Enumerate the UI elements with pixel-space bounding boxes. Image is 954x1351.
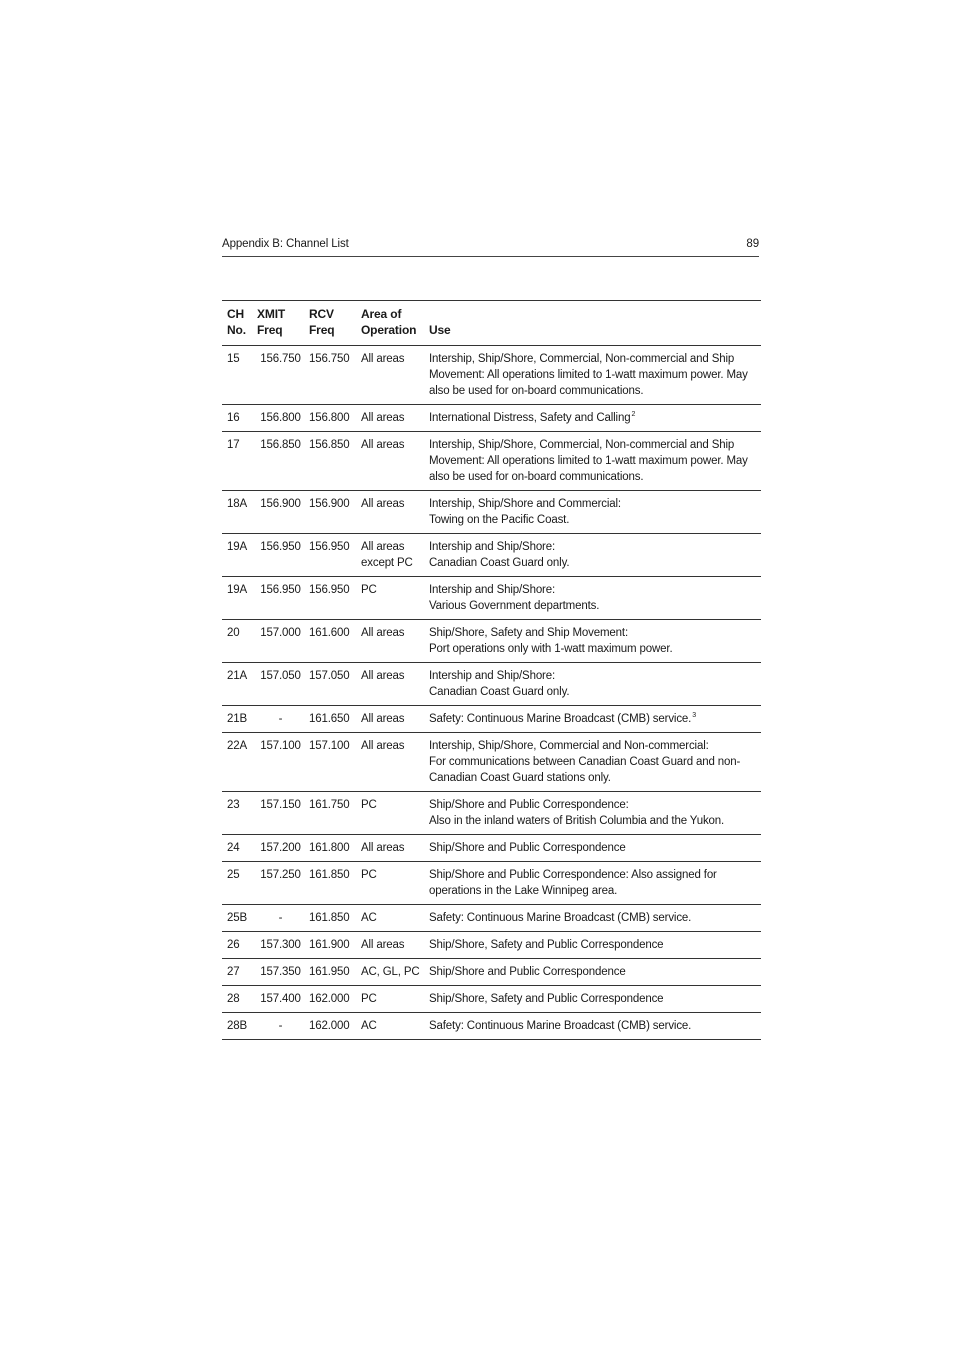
- column-header-area: Area of Operation: [356, 301, 424, 346]
- cell-channel-number: 25B: [222, 905, 252, 932]
- cell-use: [424, 577, 761, 620]
- cell-channel-number: 19A: [222, 577, 252, 620]
- section-title: Appendix B: Channel List: [222, 238, 349, 250]
- table-header-row: [222, 301, 761, 346]
- table-row: [222, 706, 761, 733]
- cell-area-of-operation: AC, GL, PC: [356, 959, 424, 986]
- column-header-use: Use: [424, 301, 761, 346]
- use-text: Safety: Continuous Marine Broadcast (CMB) service.: [429, 1020, 692, 1032]
- cell-channel-number: 21B: [222, 706, 252, 733]
- table-row: [222, 663, 761, 706]
- use-text: Intership and Ship/Shore: Canadian Coast Guard only.: [429, 670, 570, 698]
- use-text: Ship/Shore, Safety and Ship Movement: Port operations only with 1-watt maximum power.: [429, 627, 673, 655]
- use-text: Safety: Continuous Marine Broadcast (CMB) service.: [429, 713, 692, 725]
- cell-channel-number: 28: [222, 986, 252, 1013]
- cell-rcv-freq: 162.000: [304, 1013, 356, 1040]
- cell-xmit-freq: 156.850: [252, 432, 304, 491]
- cell-rcv-freq: 161.850: [304, 862, 356, 905]
- cell-xmit-freq: -: [252, 1013, 304, 1040]
- cell-rcv-freq: 156.900: [304, 491, 356, 534]
- cell-channel-number: 23: [222, 792, 252, 835]
- cell-xmit-freq: 156.900: [252, 491, 304, 534]
- table-row: [222, 835, 761, 862]
- cell-xmit-freq: 157.000: [252, 620, 304, 663]
- cell-use: [424, 986, 761, 1013]
- cell-use: [424, 905, 761, 932]
- use-text: Intership, Ship/Shore, Commercial and Non-commercial: For communications between Canadian Coast Guard and non-Canadian Coast Guard stations only.: [429, 740, 741, 784]
- cell-xmit-freq: 156.950: [252, 577, 304, 620]
- use-text: Ship/Shore and Public Correspondence: Also in the inland waters of British Columbia and the Yukon.: [429, 799, 725, 827]
- cell-channel-number: 16: [222, 405, 252, 432]
- cell-use: [424, 346, 761, 405]
- cell-rcv-freq: 156.800: [304, 405, 356, 432]
- table-body: [222, 346, 761, 1040]
- use-text: Intership, Ship/Shore, Commercial, Non-commercial and Ship Movement: All operations limited to 1-watt maximum power. May also be used for on-board communications.: [429, 353, 748, 397]
- cell-area-of-operation: All areas: [356, 432, 424, 491]
- table-row: [222, 432, 761, 491]
- cell-channel-number: 26: [222, 932, 252, 959]
- cell-use: [424, 534, 761, 577]
- cell-xmit-freq: 157.200: [252, 835, 304, 862]
- cell-xmit-freq: 157.100: [252, 733, 304, 792]
- cell-xmit-freq: 157.300: [252, 932, 304, 959]
- cell-area-of-operation: PC: [356, 792, 424, 835]
- cell-rcv-freq: 162.000: [304, 986, 356, 1013]
- cell-channel-number: 24: [222, 835, 252, 862]
- cell-channel-number: 21A: [222, 663, 252, 706]
- cell-area-of-operation: All areas: [356, 835, 424, 862]
- cell-area-of-operation: All areas: [356, 405, 424, 432]
- cell-xmit-freq: 156.750: [252, 346, 304, 405]
- cell-xmit-freq: 157.250: [252, 862, 304, 905]
- table-row: [222, 986, 761, 1013]
- cell-rcv-freq: 157.100: [304, 733, 356, 792]
- cell-area-of-operation: All areas: [356, 733, 424, 792]
- cell-rcv-freq: 156.850: [304, 432, 356, 491]
- cell-xmit-freq: -: [252, 706, 304, 733]
- use-text: Intership and Ship/Shore: Canadian Coast Guard only.: [429, 541, 570, 569]
- cell-use: [424, 663, 761, 706]
- use-text: Intership and Ship/Shore: Various Government departments.: [429, 584, 600, 612]
- cell-xmit-freq: 157.050: [252, 663, 304, 706]
- cell-channel-number: 18A: [222, 491, 252, 534]
- cell-use: [424, 491, 761, 534]
- use-text: Intership, Ship/Shore and Commercial: Towing on the Pacific Coast.: [429, 498, 621, 526]
- cell-channel-number: 19A: [222, 534, 252, 577]
- use-text: Ship/Shore and Public Correspondence: [429, 966, 626, 978]
- use-text: Ship/Shore, Safety and Public Correspondence: [429, 939, 664, 951]
- cell-area-of-operation: PC: [356, 577, 424, 620]
- table-row: [222, 346, 761, 405]
- column-header-rcv: RCV Freq: [304, 301, 356, 346]
- table-row: [222, 577, 761, 620]
- table-row: [222, 932, 761, 959]
- table-row: [222, 792, 761, 835]
- footnote-marker: 2: [631, 411, 636, 418]
- table-row: [222, 1013, 761, 1040]
- cell-rcv-freq: 156.750: [304, 346, 356, 405]
- cell-use: [424, 932, 761, 959]
- table-row: [222, 862, 761, 905]
- table-row: [222, 620, 761, 663]
- cell-area-of-operation: All areas: [356, 663, 424, 706]
- use-text: Ship/Shore and Public Correspondence: Also assigned for operations in the Lake Winnipeg area.: [429, 869, 717, 897]
- cell-channel-number: 22A: [222, 733, 252, 792]
- cell-area-of-operation: AC: [356, 905, 424, 932]
- cell-channel-number: 27: [222, 959, 252, 986]
- column-header-ch: CH No.: [222, 301, 252, 346]
- cell-area-of-operation: All areas: [356, 620, 424, 663]
- cell-xmit-freq: 157.350: [252, 959, 304, 986]
- use-text: Ship/Shore, Safety and Public Correspondence: [429, 993, 664, 1005]
- cell-rcv-freq: 161.800: [304, 835, 356, 862]
- page-header: [222, 238, 759, 257]
- column-header-xmit: XMIT Freq: [252, 301, 304, 346]
- table-row: [222, 491, 761, 534]
- cell-area-of-operation: All areas: [356, 706, 424, 733]
- page-number: 89: [746, 238, 759, 250]
- cell-channel-number: 17: [222, 432, 252, 491]
- cell-channel-number: 28B: [222, 1013, 252, 1040]
- cell-use: [424, 733, 761, 792]
- cell-xmit-freq: 156.950: [252, 534, 304, 577]
- cell-use: [424, 792, 761, 835]
- cell-rcv-freq: 161.850: [304, 905, 356, 932]
- cell-rcv-freq: 161.650: [304, 706, 356, 733]
- use-text: International Distress, Safety and Calling: [429, 412, 631, 424]
- cell-channel-number: 20: [222, 620, 252, 663]
- cell-channel-number: 15: [222, 346, 252, 405]
- cell-xmit-freq: 156.800: [252, 405, 304, 432]
- cell-area-of-operation: PC: [356, 862, 424, 905]
- cell-use: [424, 620, 761, 663]
- cell-xmit-freq: 157.150: [252, 792, 304, 835]
- cell-rcv-freq: 161.750: [304, 792, 356, 835]
- cell-use: [424, 405, 761, 432]
- cell-area-of-operation: All areas: [356, 346, 424, 405]
- use-text: Safety: Continuous Marine Broadcast (CMB) service.: [429, 912, 692, 924]
- use-text: Intership, Ship/Shore, Commercial, Non-commercial and Ship Movement: All operations limited to 1-watt maximum power. May also be used for on-board communications.: [429, 439, 748, 483]
- cell-rcv-freq: 156.950: [304, 534, 356, 577]
- cell-area-of-operation: PC: [356, 986, 424, 1013]
- cell-use: [424, 835, 761, 862]
- table-row: [222, 905, 761, 932]
- cell-rcv-freq: 157.050: [304, 663, 356, 706]
- cell-area-of-operation: All areas except PC: [356, 534, 424, 577]
- cell-rcv-freq: 161.600: [304, 620, 356, 663]
- table-row: [222, 534, 761, 577]
- cell-channel-number: 25: [222, 862, 252, 905]
- cell-rcv-freq: 161.950: [304, 959, 356, 986]
- cell-use: [424, 706, 761, 733]
- cell-rcv-freq: 156.950: [304, 577, 356, 620]
- cell-xmit-freq: -: [252, 905, 304, 932]
- cell-area-of-operation: All areas: [356, 932, 424, 959]
- cell-use: [424, 432, 761, 491]
- cell-use: [424, 862, 761, 905]
- table-row: [222, 405, 761, 432]
- channel-table: [222, 300, 761, 1040]
- cell-use: [424, 959, 761, 986]
- table-row: [222, 959, 761, 986]
- footnote-marker: 3: [692, 712, 696, 719]
- cell-rcv-freq: 161.900: [304, 932, 356, 959]
- cell-area-of-operation: AC: [356, 1013, 424, 1040]
- cell-area-of-operation: All areas: [356, 491, 424, 534]
- table-row: [222, 733, 761, 792]
- use-text: Ship/Shore and Public Correspondence: [429, 842, 626, 854]
- cell-use: [424, 1013, 761, 1040]
- cell-xmit-freq: 157.400: [252, 986, 304, 1013]
